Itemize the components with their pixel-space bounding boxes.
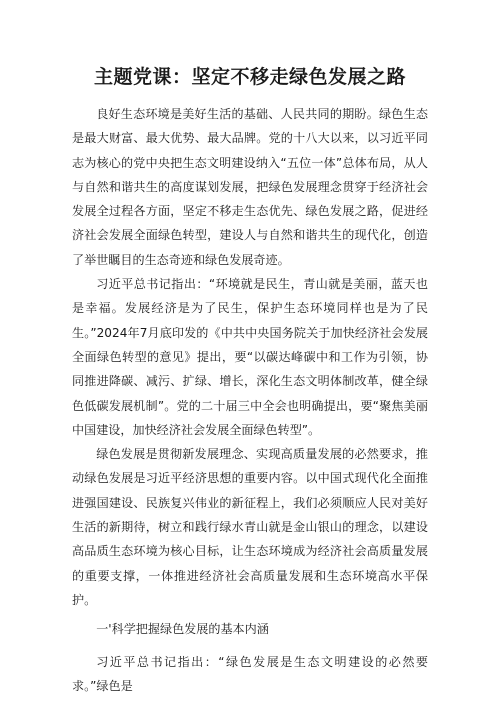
body-paragraph-2: 习近平总书记指出：“环境就是民生，青山就是美丽，蓝天也是幸福。发展经济是为了民生，保护生态环境同样也是为了民生。”2024年7月底印发的《中共中央国务院关于加快经济社会发展全面绿色转型的意见》提出，要“以碳达峰碳中和工作为引领，协同推进降碳、减污、扩绿、增长，深化生态文明体制改革，健全绿色低碳发展机制”。党的二十届三中全会也明确提出，要“聚焦美丽中国建设，加快经济社会发展全面绿色转型”。 <box>72 277 428 437</box>
body-paragraph-1: 良好生态环境是美好生活的基础、人民共同的期盼。绿色生态是最大财富、最大优势、最大品牌。党的十八大以来，以习近平同志为核心的党中央把生态文明建设纳入“五位一体”总体布局，从人与自然和谐共生的高度谋划发展，把绿色发展理念贯穿于经济社会发展全过程各方面，坚定不移走生态优先、绿色发展之路，促进经济社会发展全面绿色转型，建设人与自然和谐共生的现代化，创造了举世瞩目的生态奇迹和绿色发展奇迹。 <box>72 107 428 267</box>
document-title: 主题党课：坚定不移走绿色发展之路 <box>93 66 406 88</box>
section-heading: 一'科学把握绿色发展的基本内涵 <box>96 622 269 637</box>
body-paragraph-4: 习近平总书记指出：“绿色发展是生态文明建设的必然要求。”绿色是 <box>72 654 428 693</box>
body-paragraph-3: 绿色发展是贯彻新发展理念、实现高质量发展的必然要求，推动绿色发展是习近平经济思想的重要内容。以中国式现代化全面推进强国建设、民族复兴伟业的新征程上，我们必须顺应人民对美好生活的新期待，树立和践行绿水青山就是金山银山的理念，以建设高品质生态环境为核心目标，让生态环境成为经济社会高质量发展的重要支撑，一体推进经济社会高质量发展和生态环境高水平保护。 <box>72 447 428 607</box>
